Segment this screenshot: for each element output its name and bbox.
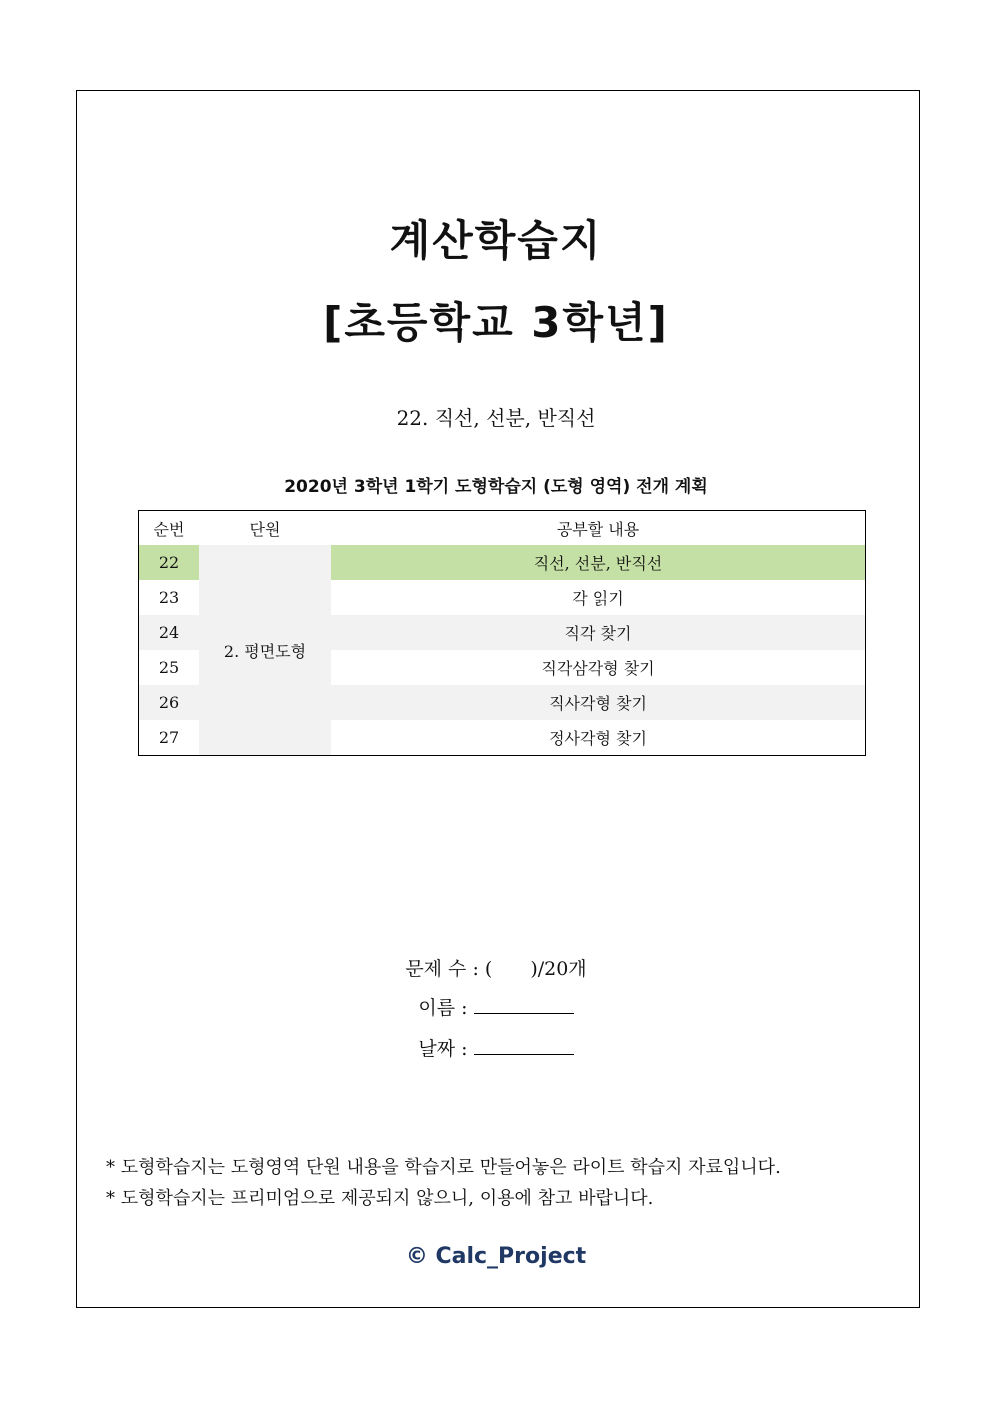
table-row xyxy=(139,545,866,580)
page-title: 계산학습지 xyxy=(389,216,603,265)
problem-count-line xyxy=(0,954,992,981)
name-label: 이름 : xyxy=(418,997,468,1019)
page-subtitle-grade: [초등학교 3학년] xyxy=(323,298,669,347)
row-num: 24 xyxy=(139,615,200,650)
row-content: 직각 찾기 xyxy=(331,615,866,650)
row-num: 25 xyxy=(139,650,200,685)
name-blank[interactable] xyxy=(474,995,574,1014)
name-line xyxy=(0,993,992,1020)
problem-count-label: 문제 수 : ( xyxy=(405,958,493,980)
row-content: 직각삼각형 찾기 xyxy=(331,650,866,685)
row-content: 각 읽기 xyxy=(331,580,866,615)
unit-cell: 2. 평면도형 xyxy=(199,545,331,756)
header-num: 순번 xyxy=(139,511,200,546)
problem-count-suffix: )/20개 xyxy=(530,958,587,980)
row-content: 정사각형 찾기 xyxy=(331,720,866,756)
header-content: 공부할 내용 xyxy=(331,511,866,546)
row-content: 직선, 선분, 반직선 xyxy=(331,545,866,580)
row-content: 직사각형 찾기 xyxy=(331,685,866,720)
note-line: * 도형학습지는 도형영역 단원 내용을 학습지로 만들어놓은 라이트 학습지 자료입니다. xyxy=(106,1157,781,1178)
row-num: 26 xyxy=(139,685,200,720)
note-line: * 도형학습지는 프리미엄으로 제공되지 않으니, 이용에 참고 바랍니다. xyxy=(106,1188,654,1209)
row-num: 22 xyxy=(139,545,200,580)
row-num: 23 xyxy=(139,580,200,615)
date-line xyxy=(0,1034,992,1061)
row-num: 27 xyxy=(139,720,200,756)
footer-copyright: © Calc_Project xyxy=(405,1244,587,1269)
date-blank[interactable] xyxy=(474,1036,574,1055)
date-label: 날짜 : xyxy=(418,1038,468,1060)
plan-table xyxy=(138,510,866,756)
table-header-row xyxy=(139,511,866,546)
worksheet-topic: 22. 직선, 선분, 반직선 xyxy=(396,406,596,430)
plan-table-title: 2020년 3학년 1학기 도형학습지 (도형 영역) 전개 계획 xyxy=(284,477,708,497)
notes xyxy=(106,1152,781,1214)
header-unit: 단원 xyxy=(199,511,331,546)
